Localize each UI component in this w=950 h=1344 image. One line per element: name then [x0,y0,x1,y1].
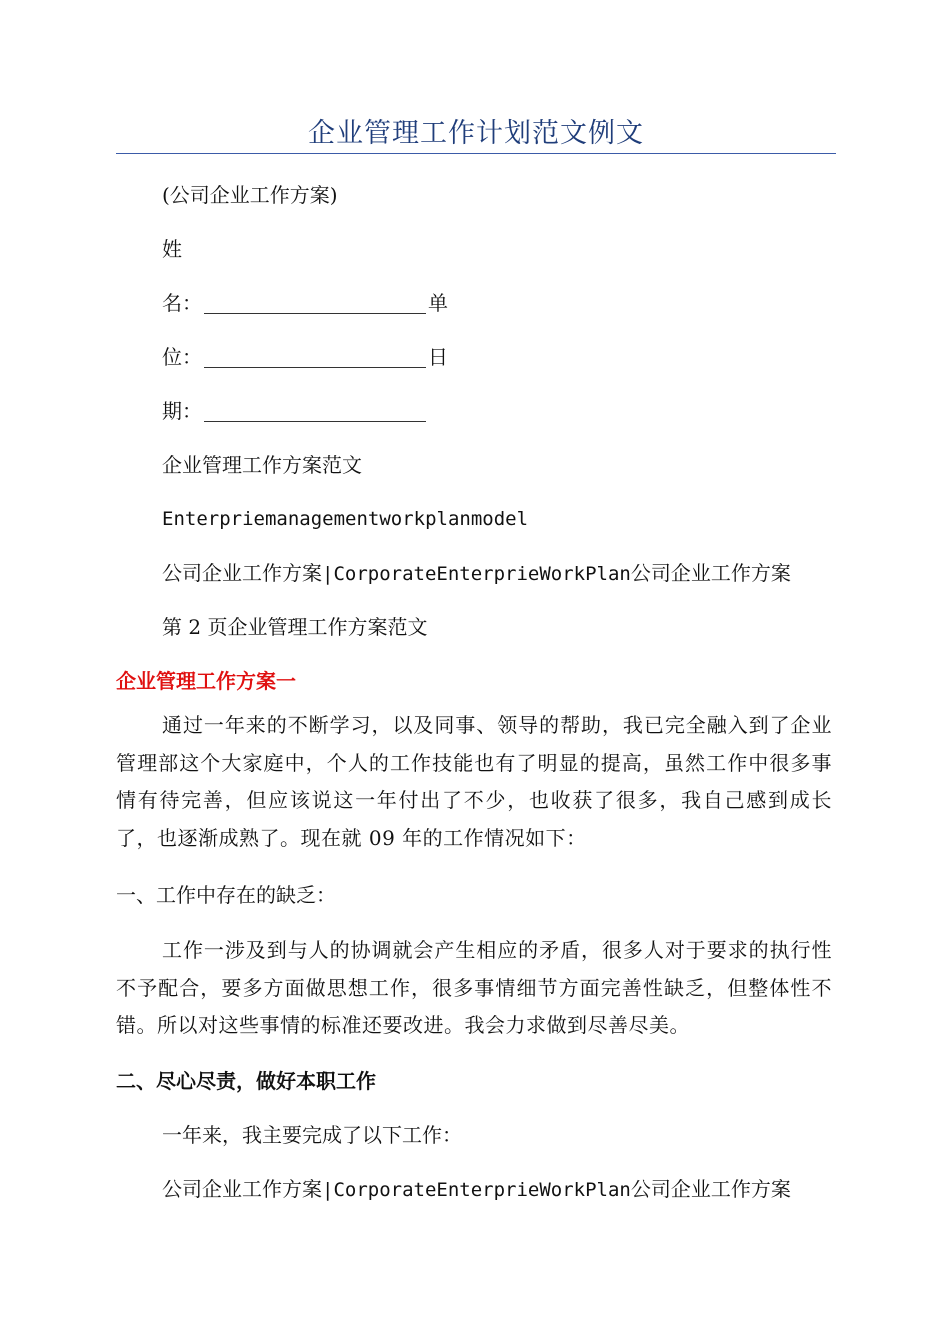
footer2-cn-2: 公司企业工作方案 [630,1177,791,1201]
footer-cn-1: 公司企业工作方案 [162,561,322,585]
footer-en-1: |CorporateEnterprieWorkPlan [322,563,631,585]
form-row-unit [162,342,448,372]
section-heading-duties: 二、尽心尽责，做好本职工作 [116,1069,376,1093]
subtitle: (公司企业工作方案) [162,183,338,207]
paragraph-intro: 通过一年来的不断学习，以及同事、领导的帮助，我已完全融入到了企业管理部这个大家庭中，个人的工作技能也有了明显的提高，虽然工作中很多事情有待完善，但应该说这一年付出了不少，也收获了很多，我自己感到成长了，也逐渐成熟了。现在就 09 年的工作情况如下： [116,713,832,850]
paragraph-shortcomings: 工作一涉及到与人的协调就会产生相应的矛盾，很多人对于要求的执行性不予配合，要多方面做思想工作，很多事情细节方面完善性缺乏，但整体性不错。所以对这些事情的标准还要改进。我会力求做到尽善尽美。 [116,938,832,1037]
footer-cn-2: 公司企业工作方案 [630,561,791,585]
footer2-cn-1: 公司企业工作方案 [162,1177,322,1201]
duties-intro-line: 一年来，我主要完成了以下工作： [162,1123,462,1147]
english-title-line: Enterpriemanagementworkplanmodel [162,508,529,530]
form-date-label-2: 期： [162,399,202,423]
unit-blank-field[interactable] [204,345,426,368]
doc-name-line: 企业管理工作方案范文 [162,453,362,477]
section-heading-shortcomings: 一、工作中存在的缺乏： [116,883,336,907]
footer-line-2 [162,1174,791,1205]
form-unit-label-1: 单 [428,291,448,315]
form-unit-label-2: 位： [162,345,202,369]
page-number-line: 第 2 页企业管理工作方案范文 [162,615,428,639]
footer-line-1 [162,558,791,589]
form-row-date [162,396,428,426]
document-title: 企业管理工作计划范文例文 [308,118,644,149]
form-name-label-2: 名： [162,291,202,315]
title-underline [116,153,836,154]
form-date-label-1: 日 [428,345,448,369]
form-row-name [162,288,448,318]
form-name-label-1: 姓 [162,237,182,261]
name-blank-field[interactable] [204,291,426,314]
section-heading-plan-one: 企业管理工作方案一 [116,669,296,693]
footer2-en: |CorporateEnterprieWorkPlan [322,1179,631,1201]
date-blank-field[interactable] [204,399,426,422]
